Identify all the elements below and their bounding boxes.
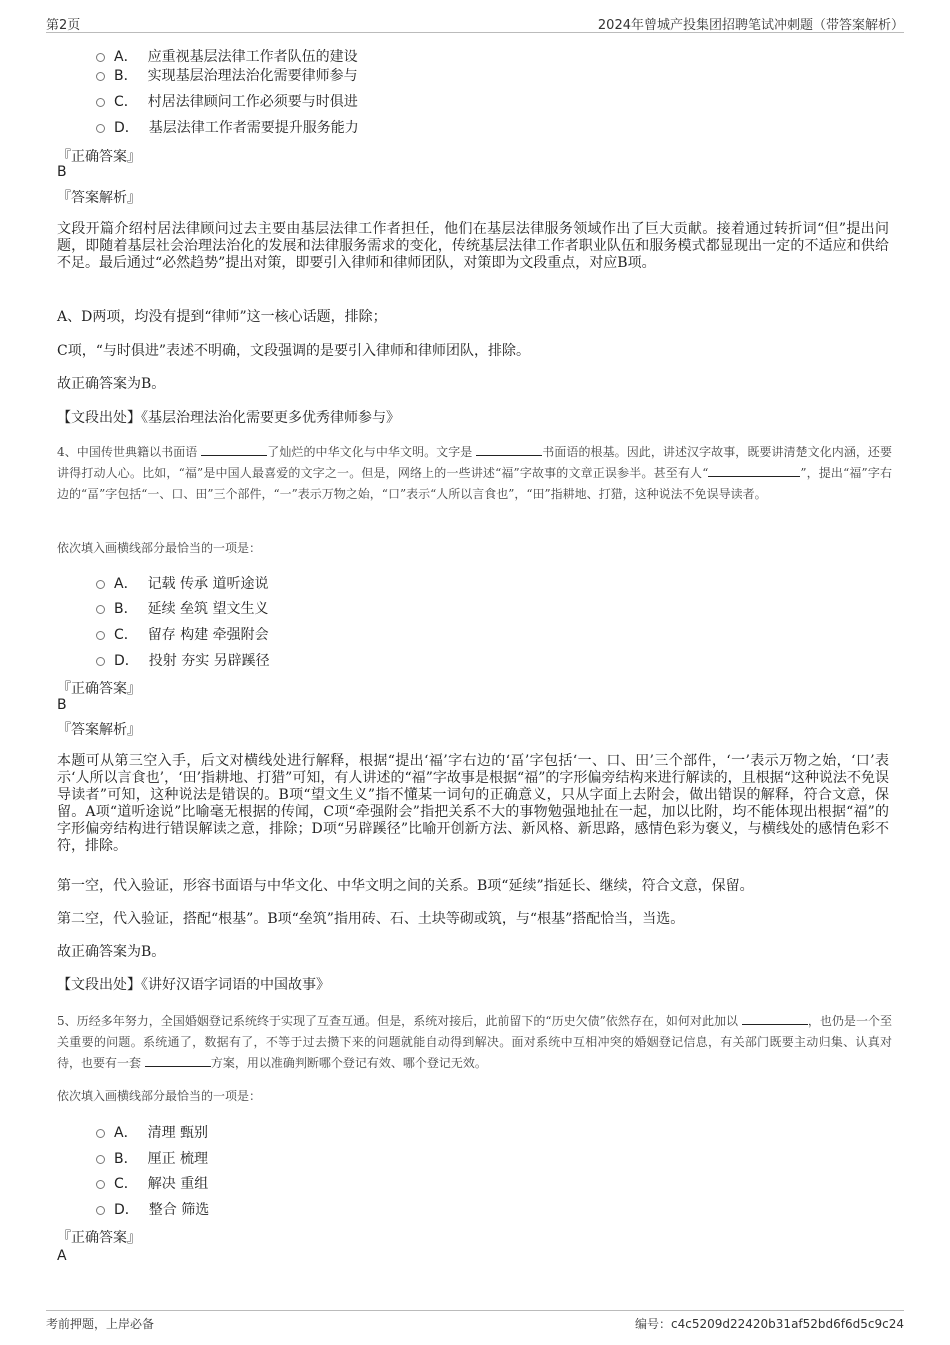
q3-answer: B — [57, 164, 67, 180]
radio-icon[interactable] — [96, 1180, 105, 1189]
radio-icon[interactable] — [96, 98, 105, 107]
page-number: 第2页 — [46, 18, 81, 33]
q5-stem: 5、历经多年努力，全国婚姻登记系统终于实现了互查互通。但是，系统对接后，此前留下的“历史欠债”依然存在，如何对此加以 ，也仍是一个至关重要的问题。系统通了，数据有了，不等于过去攒下来的问题就能自动得到解决。面对系统中互相冲突的婚姻登记信息，有关部门既要主动归集、认真对待，也要有一套 方案，用以准确判断哪个登记有效、哪个登记无效。 — [57, 1014, 892, 1070]
q5-prompt: 依次填入画横线部分最恰当的一项是： — [57, 1089, 262, 1103]
radio-icon[interactable] — [96, 1155, 105, 1164]
radio-icon[interactable] — [96, 72, 105, 81]
q4-answer: B — [57, 697, 67, 713]
document-code: 编号：c4c5209d22420b31af52bd6f6d5c9c24 — [635, 1317, 904, 1331]
q5-option-a[interactable]: A． 清理 甄别 — [96, 1122, 208, 1142]
radio-icon[interactable] — [96, 1206, 105, 1215]
q3-option-b[interactable]: B． 实现基层治理法治化需要律师参与 — [96, 65, 358, 85]
q4-analysis-paragraph: 故正确答案为B。 — [57, 944, 166, 960]
q4-analysis-paragraph: 第二空，代入验证，搭配“根基”。B项“垒筑”指用砖、石、土块等砌或筑，与“根基”搭配恰当，当选。 — [57, 911, 685, 927]
q3-analysis-paragraph: 文段开篇介绍村居法律顾问过去主要由基层法律工作者担任，他们在基层法律服务领域作出了巨大贡献。接着通过转折词“但”提出问题，即随着基层社会治理法治化的发展和法律服务需求的变化，传统基层法律工作者职业队伍和服务模式都显现出一定的不适应和供给不足。最后通过“必然趋势”提出对策，即要引入律师和律师团队，对策即为文段重点，对应B项。 — [57, 221, 889, 271]
radio-icon[interactable] — [96, 1129, 105, 1138]
q5-option-c[interactable]: C． 解决 重组 — [96, 1173, 208, 1193]
q4-option-b[interactable]: B． 延续 垒筑 望文生义 — [96, 598, 269, 618]
q4-option-a[interactable]: A． 记载 传承 道听途说 — [96, 573, 268, 593]
answer-blank — [708, 464, 800, 477]
q5-answer: A — [57, 1248, 67, 1264]
document-title: 2024年曾城产投集团招聘笔试冲刺题（带答案解析） — [597, 18, 904, 33]
page-header — [46, 12, 904, 33]
q3-analysis-paragraph: C项，“与时俱进”表述不明确，文段强调的是要引入律师和律师团队，排除。 — [57, 343, 531, 359]
q3-option-c[interactable]: C． 村居法律顾问工作必须要与时俱进 — [96, 91, 358, 111]
q4-stem: 4、中国传世典籍以书面语 了灿烂的中华文化与中华文明。文字是 书面语的根基。因此，讲述汉字故事，既要讲清楚文化内涵，还要讲得打动人心。比如，“福”是中国人最喜爱的文字之一。但是，网络上的一些讲述“福”字故事的文章正误参半。甚至有人“ ”，提出“福”字右边的“畐”字包括“一、口、田”三个部件，“一”表示万物之始，“口”表示“人所以言食也”，“田”指耕地、打猎，这种说法不免误导读者。 — [57, 445, 892, 501]
footer-slogan: 考前押题，上岸必备 — [46, 1317, 155, 1331]
q3-option-a[interactable]: A． 应重视基层法律工作者队伍的建设 — [96, 46, 358, 66]
q4-analysis-paragraph: 本题可从第三空入手，后文对横线处进行解释，根据“提出‘福’字右边的‘畐’字包括‘一、口、田’三个部件，‘一’表示万物之始，‘口’表示‘人所以言食也’，‘田’指耕地、打猎”可知，有人讲述的“福”字故事是根据“福”的字形偏旁结构来进行解读的，且根据“这种说法不免误导读者”可知，这种说法是错误的。B项“望文生义”指不懂某一词句的正确意义，只从字面上去附会，做出错误的解释，符合文意，保留。A项“道听途说”比喻毫无根据的传闻，C项“牵强附会”指把关系不大的事物勉强地扯在一起，加以比附，均不能体现出根据“福”的字形偏旁结构进行错误解读之意，排除；D项“另辟蹊径”比喻开创新方法、新风格、新思路，感情色彩为褒义，与横线处的感情色彩不符，排除。 — [57, 753, 889, 854]
q3-option-d[interactable]: D． 基层法律工作者需要提升服务能力 — [96, 117, 359, 137]
radio-icon[interactable] — [96, 605, 105, 614]
radio-icon[interactable] — [96, 580, 105, 589]
radio-icon[interactable] — [96, 631, 105, 640]
q4-prompt: 依次填入画横线部分最恰当的一项是： — [57, 541, 262, 555]
radio-icon[interactable] — [96, 124, 105, 133]
q4-option-c[interactable]: C． 留存 构建 牵强附会 — [96, 624, 269, 644]
answer-blank — [742, 1012, 808, 1025]
answer-blank — [476, 443, 542, 456]
answer-blank — [201, 443, 267, 456]
q4-answer-label: 『正确答案』 — [57, 681, 141, 697]
q4-analysis-label: 『答案解析』 — [57, 722, 141, 738]
page-footer — [46, 1310, 904, 1333]
q5-answer-label: 『正确答案』 — [57, 1230, 141, 1246]
q3-analysis-paragraph: A、D两项，均没有提到“律师”这一核心话题，排除； — [57, 309, 387, 325]
q4-option-d[interactable]: D． 投射 夯实 另辟蹊径 — [96, 650, 270, 670]
q4-source: 【文段出处】《讲好汉语字词语的中国故事》 — [57, 977, 330, 993]
radio-icon[interactable] — [96, 53, 105, 62]
radio-icon[interactable] — [96, 657, 105, 666]
q3-analysis-label: 『答案解析』 — [57, 190, 141, 206]
q3-source: 【文段出处】《基层治理法治化需要更多优秀律师参与》 — [57, 410, 400, 426]
q4-analysis-paragraph: 第一空，代入验证，形容书面语与中华文化、中华文明之间的关系。B项“延续”指延长、继续，符合文意，保留。 — [57, 878, 754, 894]
q3-analysis-paragraph: 故正确答案为B。 — [57, 376, 166, 392]
q5-option-d[interactable]: D． 整合 筛选 — [96, 1199, 209, 1219]
q5-option-b[interactable]: B． 厘正 梳理 — [96, 1148, 208, 1168]
answer-blank — [145, 1054, 211, 1067]
q3-answer-label: 『正确答案』 — [57, 149, 141, 165]
